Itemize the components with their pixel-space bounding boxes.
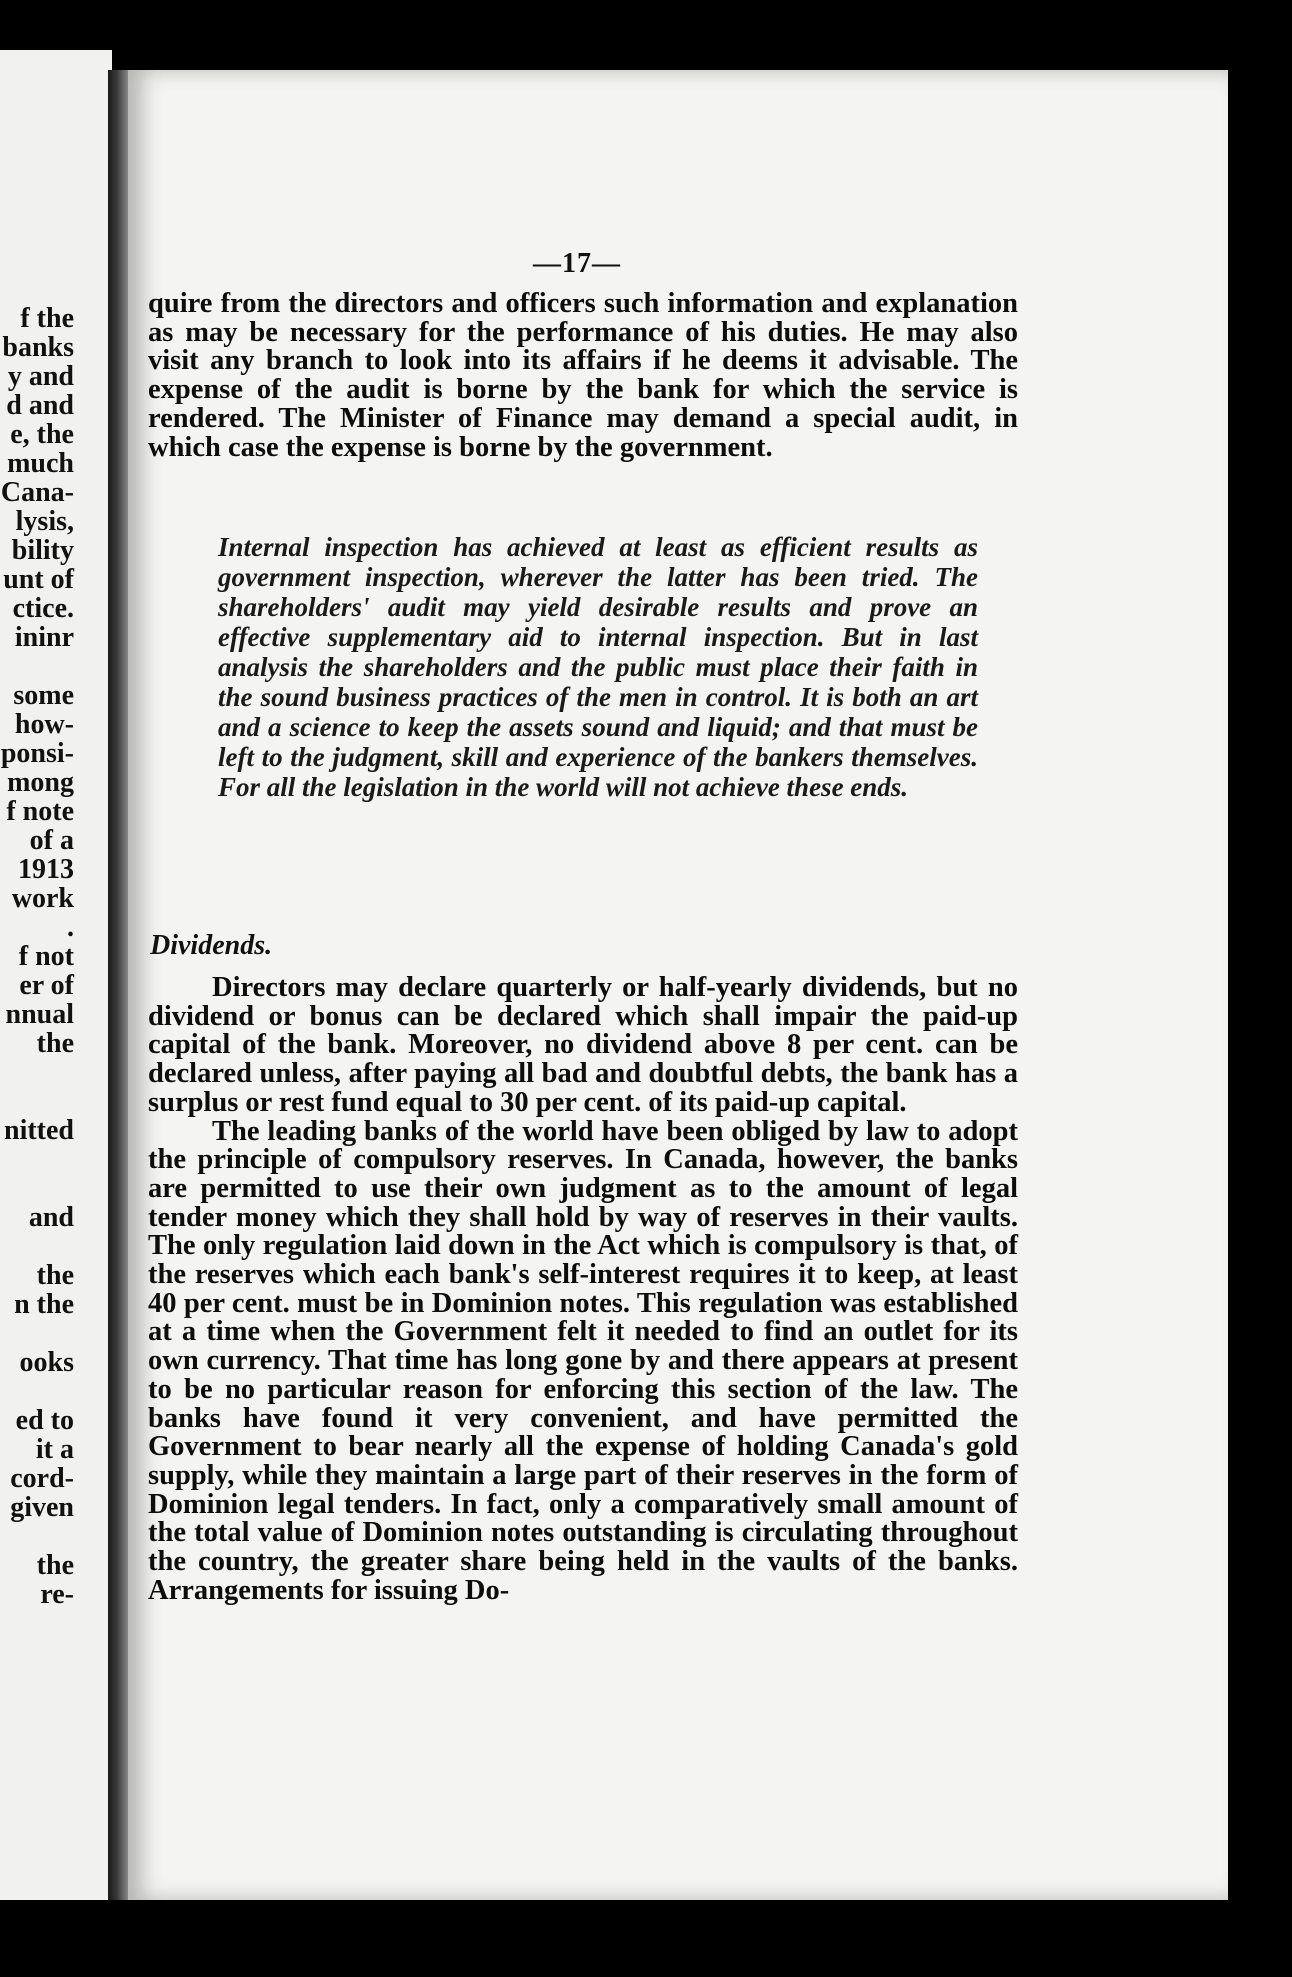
left-page-fragment: of a xyxy=(29,825,74,856)
block-quote: Internal inspection has achieved at least as efficient results as government inspection, wherever the latter has been tried. The shareholders' audit may yield desirable results and prove an effective supplementary aid to internal inspection. But in last analysis the shareholders and the public must place their faith in the sound business practices of the men in control. It is both an art and a science to keep the assets sound and liquid; and that must be left to the judgment, skill and experience of the bankers themselves. For all the legislation in the world will not achieve these ends. xyxy=(218,532,978,802)
left-page-fragment: cord- xyxy=(10,1463,74,1494)
paragraph-dividends xyxy=(148,974,1018,1605)
left-page-strip xyxy=(0,50,112,1900)
left-page-fragment: re- xyxy=(40,1579,74,1610)
left-page-fragment: ininr xyxy=(14,622,74,653)
left-page-fragment: ponsi- xyxy=(0,738,74,769)
left-page-fragment: . xyxy=(67,912,74,943)
section-heading: Dividends. xyxy=(150,930,273,961)
left-page-fragment: the xyxy=(36,1028,74,1059)
left-page-fragment: ed to xyxy=(15,1405,74,1436)
left-page-fragment: given xyxy=(10,1492,74,1523)
left-page-fragment: and xyxy=(28,1202,74,1233)
left-page-fragment: y and xyxy=(7,361,74,392)
left-page-fragment: it a xyxy=(35,1434,74,1465)
book-page xyxy=(128,70,1228,1900)
left-page-fragment: how- xyxy=(14,709,74,740)
left-page-fragment: f note xyxy=(6,796,74,827)
paragraph-audit xyxy=(148,290,1018,462)
left-page-fragment: the xyxy=(36,1550,74,1581)
left-page-fragment: much xyxy=(7,448,74,479)
left-page-fragment: mong xyxy=(7,767,74,798)
left-page-fragment: bility xyxy=(11,535,74,566)
left-page-fragment: 1913 xyxy=(18,854,74,885)
left-page-fragment: the xyxy=(36,1260,74,1291)
paragraph-text: quire from the directors and officers such information and explanation as may be necessary for the performance of his duties. He may also visit any branch to look into its affairs if he deems it advisable. The expense of the audit is borne by the bank for which the service is rendered. The Minister of Finance may demand a special audit, in which case the expense is borne by the government. xyxy=(148,288,1018,463)
left-page-fragment: ctice. xyxy=(12,593,74,624)
left-page-fragment: nitted xyxy=(4,1115,74,1146)
left-page-fragment: n the xyxy=(14,1289,74,1320)
left-page-fragment: work xyxy=(11,883,74,914)
left-page-fragment: f the xyxy=(20,303,74,334)
left-page-fragment: ooks xyxy=(19,1347,74,1378)
page-number: —17— xyxy=(533,248,621,279)
left-page-fragment: Cana- xyxy=(0,477,74,508)
left-page-fragment: er of xyxy=(19,970,74,1001)
left-page-fragment: e, the xyxy=(10,419,74,450)
paragraph-text: Directors may declare quarterly or half-yearly dividends, but no dividend or bonus can be declared which shall impair the paid-up capital of the bank. Moreover, no dividend above 8 per cent. can be declared unless, after paying all bad and doubtful debts, the bank has a surplus or rest fund equal to 30 per cent. of its paid-up capital. xyxy=(148,972,1018,1118)
left-page-fragment: some xyxy=(13,680,74,711)
left-page-fragment: unt of xyxy=(3,564,74,595)
left-page-fragment: lysis, xyxy=(15,506,74,537)
left-page-fragment: nnual xyxy=(5,999,74,1030)
left-page-fragment: f not xyxy=(18,941,74,972)
left-page-fragment: d and xyxy=(6,390,74,421)
left-page-fragment: banks xyxy=(2,332,74,363)
paragraph-text: The leading banks of the world have been obliged by law to adopt the principle of compulsory reserves. In Canada, however, the banks are permitted to use their own judgment as to the amount of legal tender money which they shall hold by way of reserves in their vaults. The only regulation laid down in the Act which is compulsory is that, of the reserves which each bank's self-interest requires it to keep, at least 40 per cent. must be in Dominion notes. This regulation was established at a time when the Government felt it needed to find an outlet for its own currency. That time has long gone by and there appears at present to be no particular reason for enforcing this section of the law. The banks have found it very convenient, and have permitted the Government to bear nearly all the expense of holding Canada's gold supply, while they maintain a large part of their reserves in the form of Dominion legal tenders. In fact, only a comparatively small amount of the total value of Dominion notes outstanding is circulating throughout the country, the greater share being held in the vaults of the banks. Arrangements for issuing Do- xyxy=(148,1115,1018,1606)
